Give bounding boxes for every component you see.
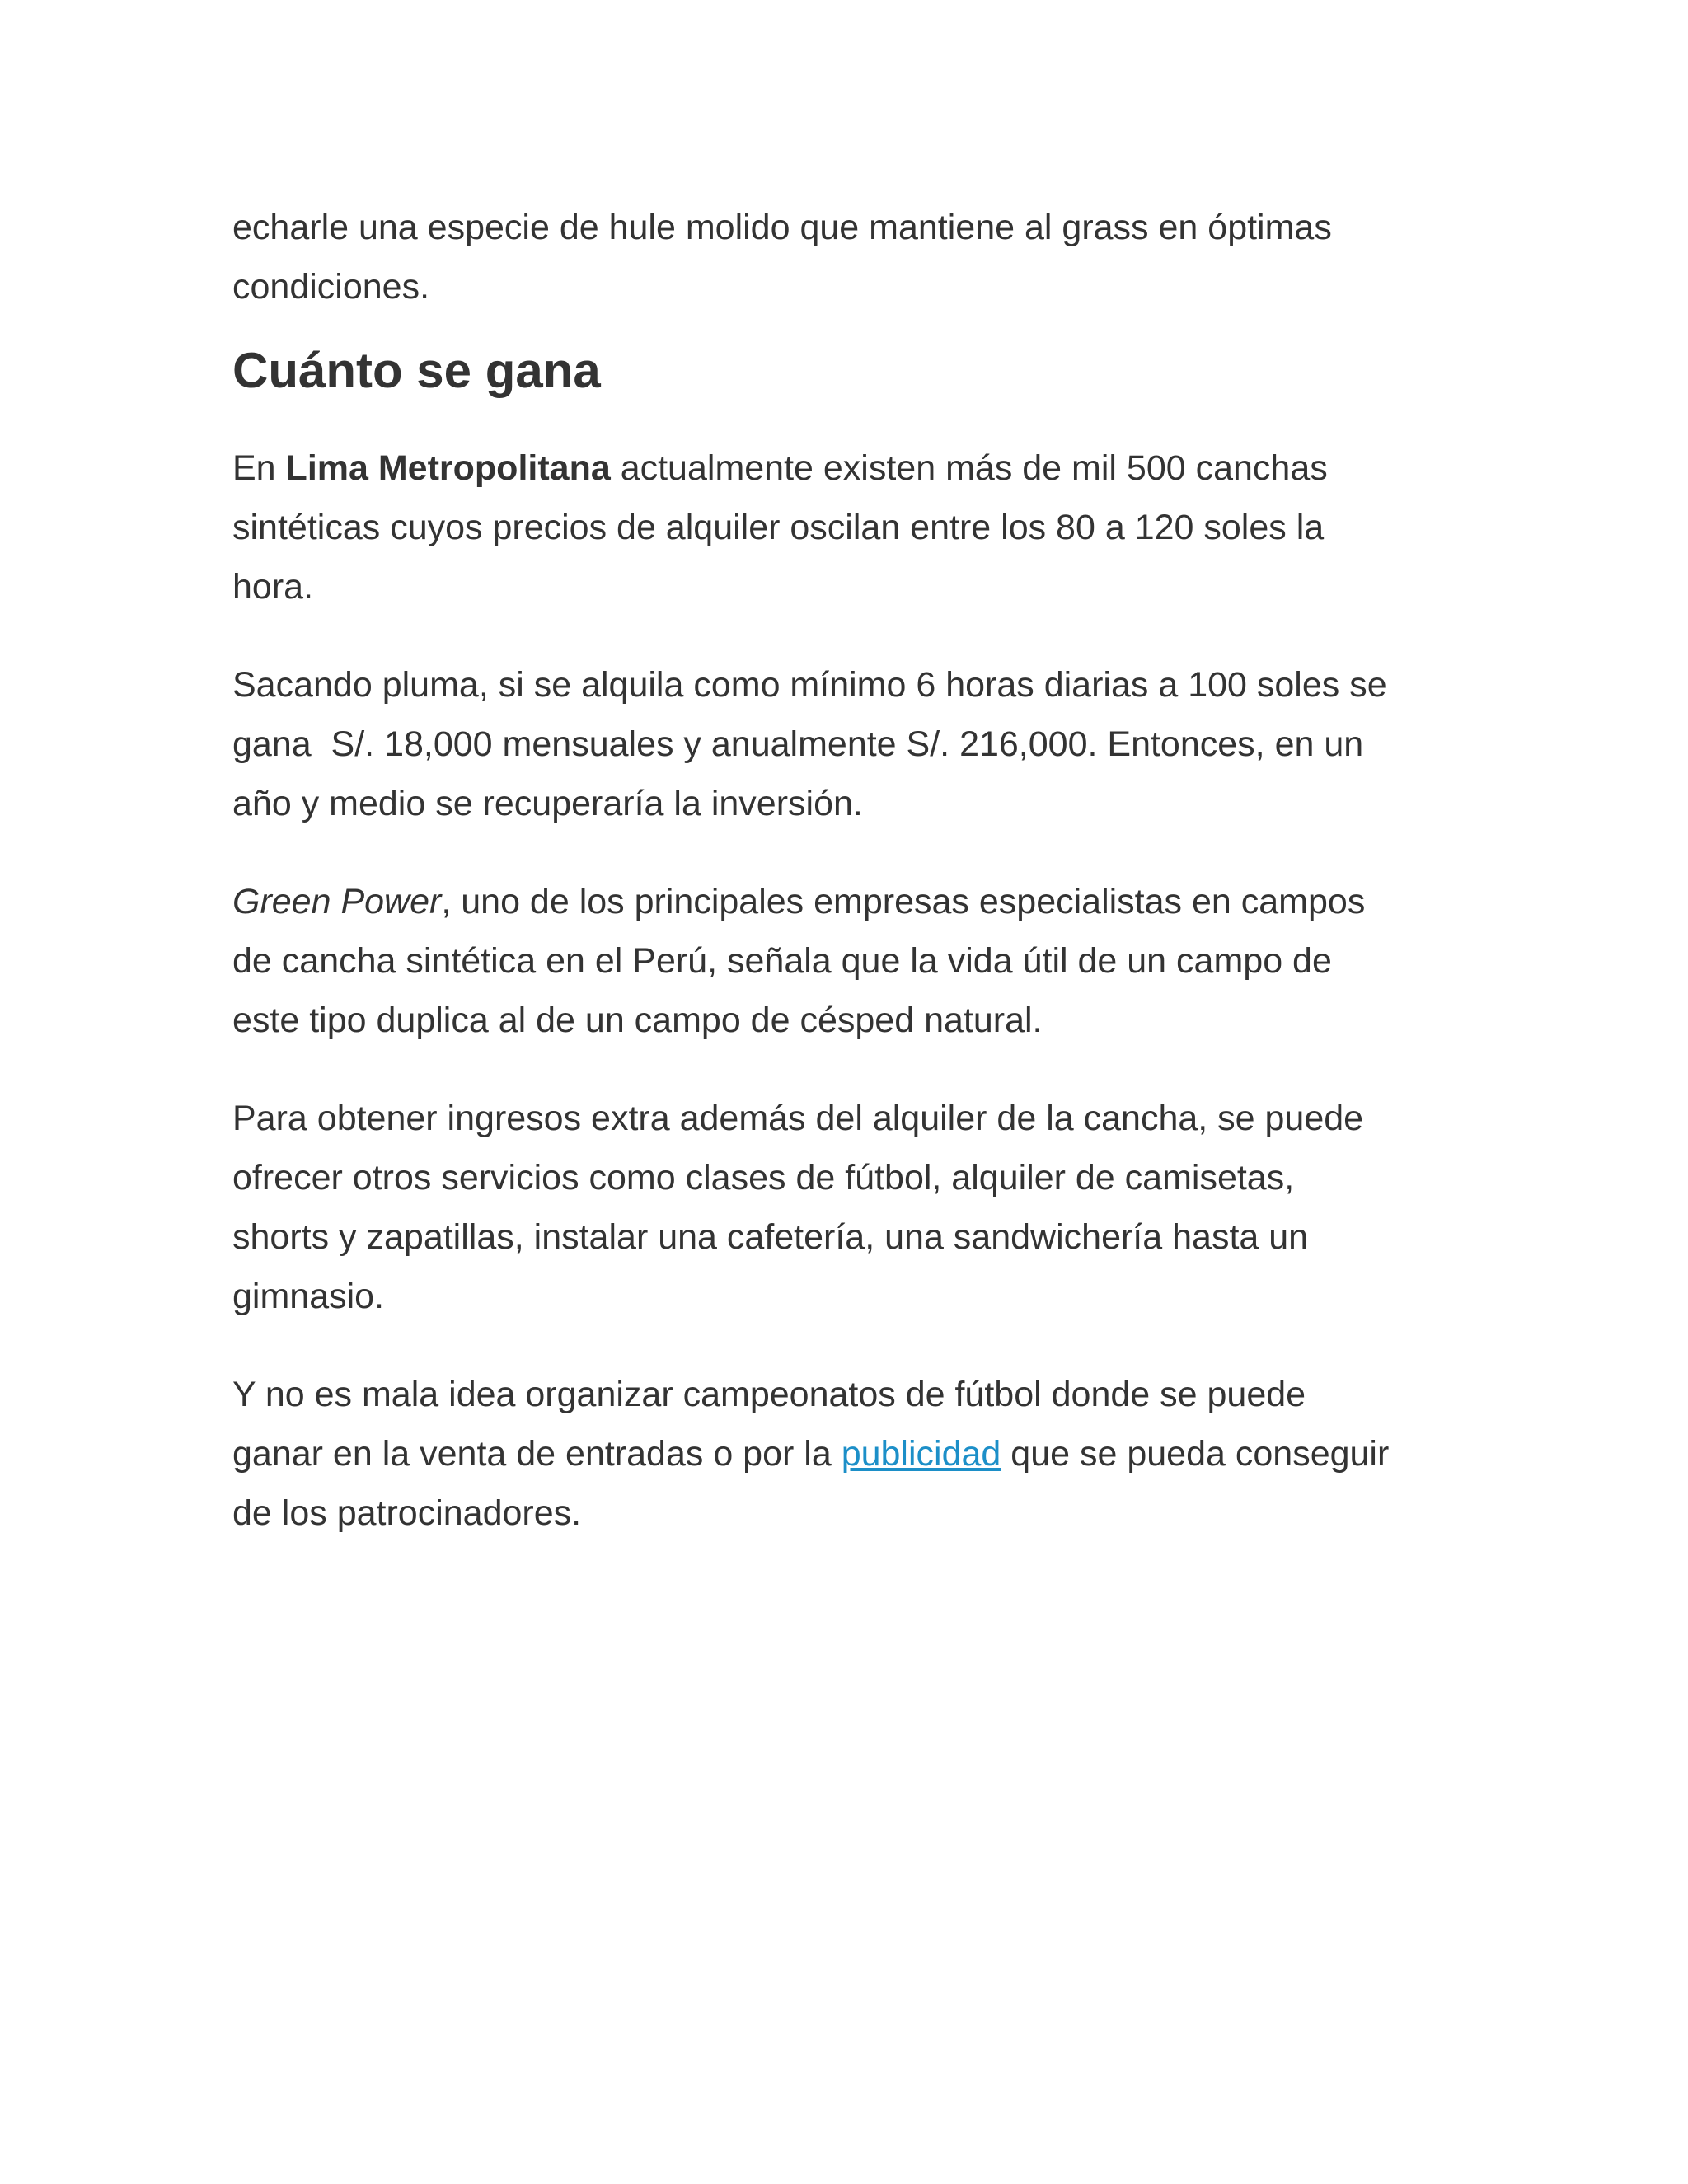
p1-line-2: sintéticas cuyos precios de alquiler oscilan entre los 80 a 120 soles la (232, 508, 1325, 547)
p4-line-2: ofrecer otros servicios como clases de fútbol, alquiler de camisetas, (232, 1158, 1295, 1197)
paragraph-championships (232, 1365, 1493, 1543)
p2-line-2: gana S/. 18,000 mensuales y anualmente S/. 216,000. Entonces, en un (232, 724, 1364, 764)
section-heading: Cuánto se gana (232, 343, 601, 398)
p4-line-4: gimnasio. (232, 1277, 385, 1316)
p3-rest: , uno de los principales empresas especialistas en campos (441, 882, 1366, 921)
p1-rest: actualmente existen más de mil 500 canchas (610, 448, 1328, 488)
p5-line-2-prefix: ganar en la venta de entradas o por la (232, 1434, 842, 1474)
p5-line-3: de los patrocinadores. (232, 1493, 582, 1533)
p5-line-2-suffix: que se pueda conseguir (1001, 1434, 1390, 1474)
p4-line-1: Para obtener ingresos extra además del alquiler de la cancha, se puede (232, 1099, 1364, 1138)
p4-line-3: shorts y zapatillas, instalar una cafetería, una sandwichería hasta un (232, 1217, 1309, 1257)
p2-line-1: Sacando pluma, si se alquila como mínimo 6 horas diarias a 100 soles se (232, 665, 1387, 705)
paragraph-calculation (232, 655, 1493, 833)
article-body (232, 198, 1493, 1582)
paragraph-green-power (232, 872, 1493, 1050)
paragraph-lima (232, 438, 1493, 616)
intro-paragraph (232, 198, 1493, 316)
p5-line-1: Y no es mala idea organizar campeonatos de fútbol donde se puede (232, 1375, 1306, 1414)
p1-prefix: En (232, 448, 286, 488)
intro-line-2: condiciones. (232, 267, 430, 307)
p1-line-3: hora. (232, 567, 314, 607)
p2-line-3: año y medio se recuperaría la inversión. (232, 784, 863, 823)
p3-line-3: este tipo duplica al de un campo de césped natural. (232, 1001, 1043, 1040)
p3-italic-term: Green Power (232, 882, 442, 921)
publicidad-link[interactable]: publicidad (841, 1434, 1001, 1474)
paragraph-extra-income (232, 1089, 1493, 1326)
intro-line-1: echarle una especie de hule molido que mantiene al grass en óptimas (232, 208, 1332, 247)
p3-line-2: de cancha sintética en el Perú, señala que la vida útil de un campo de (232, 941, 1332, 981)
p1-bold-term: Lima Metropolitana (285, 448, 611, 488)
